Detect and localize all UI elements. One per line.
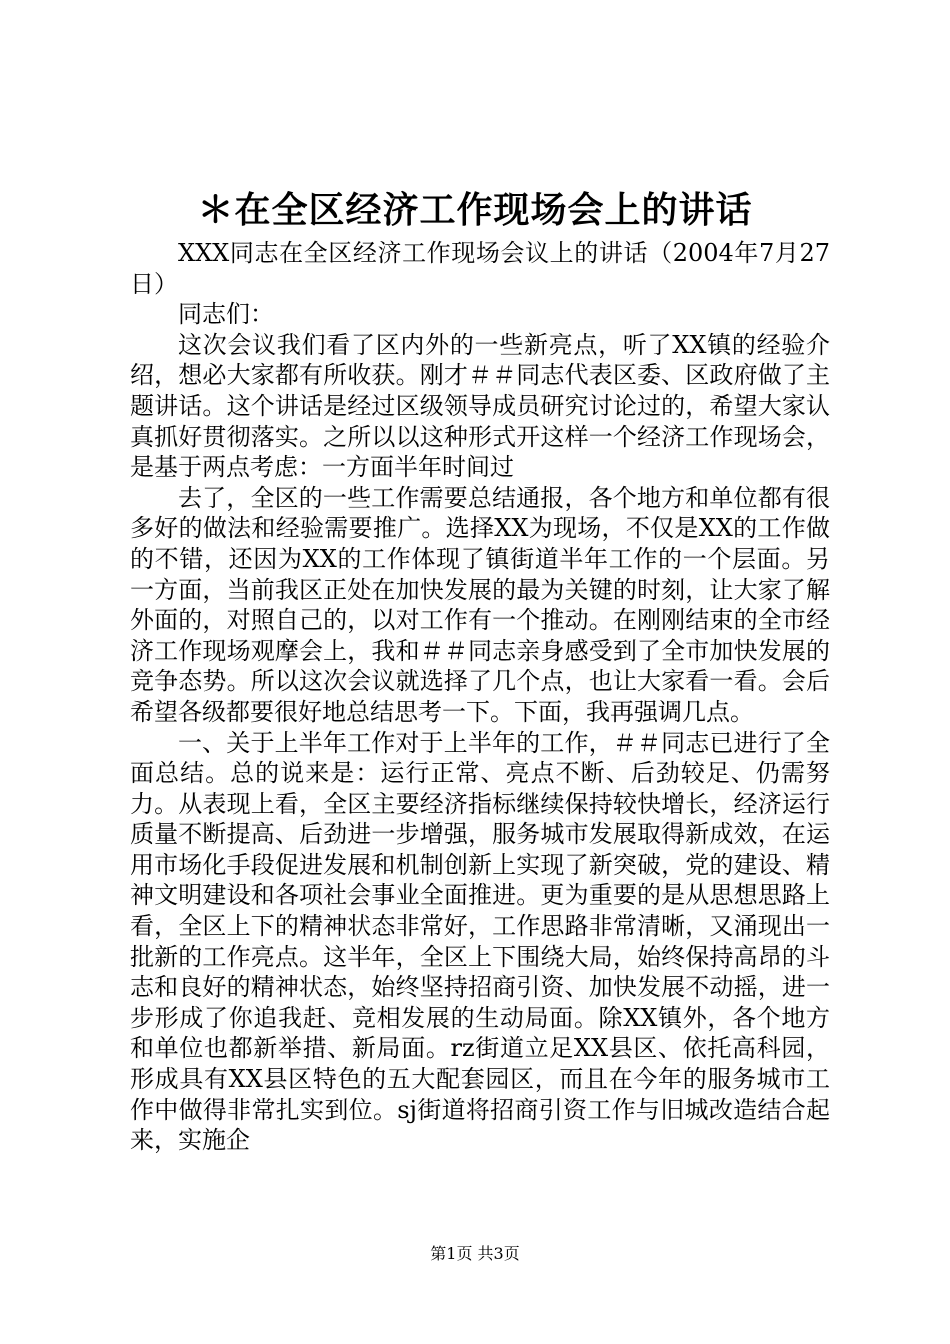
paragraph-opening: 这次会议我们看了区内外的一些新亮点，听了XX镇的经验介绍，想必大家都有所收获。刚才＃＃同志代表区委、区政府做了主题讲话。这个讲话是经过区级领导成员研究讨论过的，希望大家认真抓好贯彻落实。之所以以这种形式开这样一个经济工作现场会，是基于两点考虑：一方面半年时间过 xyxy=(130,330,830,482)
paragraph-salutation: 同志们： xyxy=(178,300,274,329)
paragraph-background: 去了，全区的一些工作需要总结通报，各个地方和单位都有很多好的做法和经验需要推广。选择XX为现场，不仅是XX的工作做的不错，还因为XX的工作体现了镇街道半年工作的一个层面。另一方面，当前我区正处在加快发展的最为关键的时刻，让大家了解外面的，对照自己的，以对工作有一个推动。在刚刚结束的全市经济工作现场观摩会上，我和＃＃同志亲身感受到了全市加快发展的竞争态势。所以这次会议就选择了几个点，也让大家看一看。会后希望各级都要很好地总结思考一下。下面，我再强调几点。 xyxy=(130,483,830,726)
paragraph-intro: XXX同志在全区经济工作现场会议上的讲话（2004年7月27日） xyxy=(130,239,830,298)
page-footer: 第1页 共3页 xyxy=(430,1244,520,1263)
document-title: ＊在全区经济工作现场会上的讲话 xyxy=(197,189,753,231)
document-body xyxy=(130,238,830,1156)
paragraph-section-one: 一、关于上半年工作对于上半年的工作，＃＃同志已进行了全面总结。总的说来是：运行正常、亮点不断、后劲较足、仍需努力。从表现上看，全区主要经济指标继续保持较快增长，经济运行质量不断提高、后劲进一步增强，服务城市发展取得新成效，在运用市场化手段促进发展和机制创新上实现了新突破，党的建设、精神文明建设和各项社会事业全面推进。更为重要的是从思想思路上看，全区上下的精神状态非常好，工作思路非常清晰，又涌现出一批新的工作亮点。这半年，全区上下围绕大局，始终保持高昂的斗志和良好的精神状态，始终坚持招商引资、加快发展不动摇，进一步形成了你追我赶、竞相发展的生动局面。除XX镇外，各个地方和单位也都新举措、新局面。rz街道立足XX县区、依托高科园，形成具有XX县区特色的五大配套园区，而且在今年的服务城市工作中做得非常扎实到位。sj街道将招商引资工作与旧城改造结合起来，实施企 xyxy=(130,728,830,1155)
